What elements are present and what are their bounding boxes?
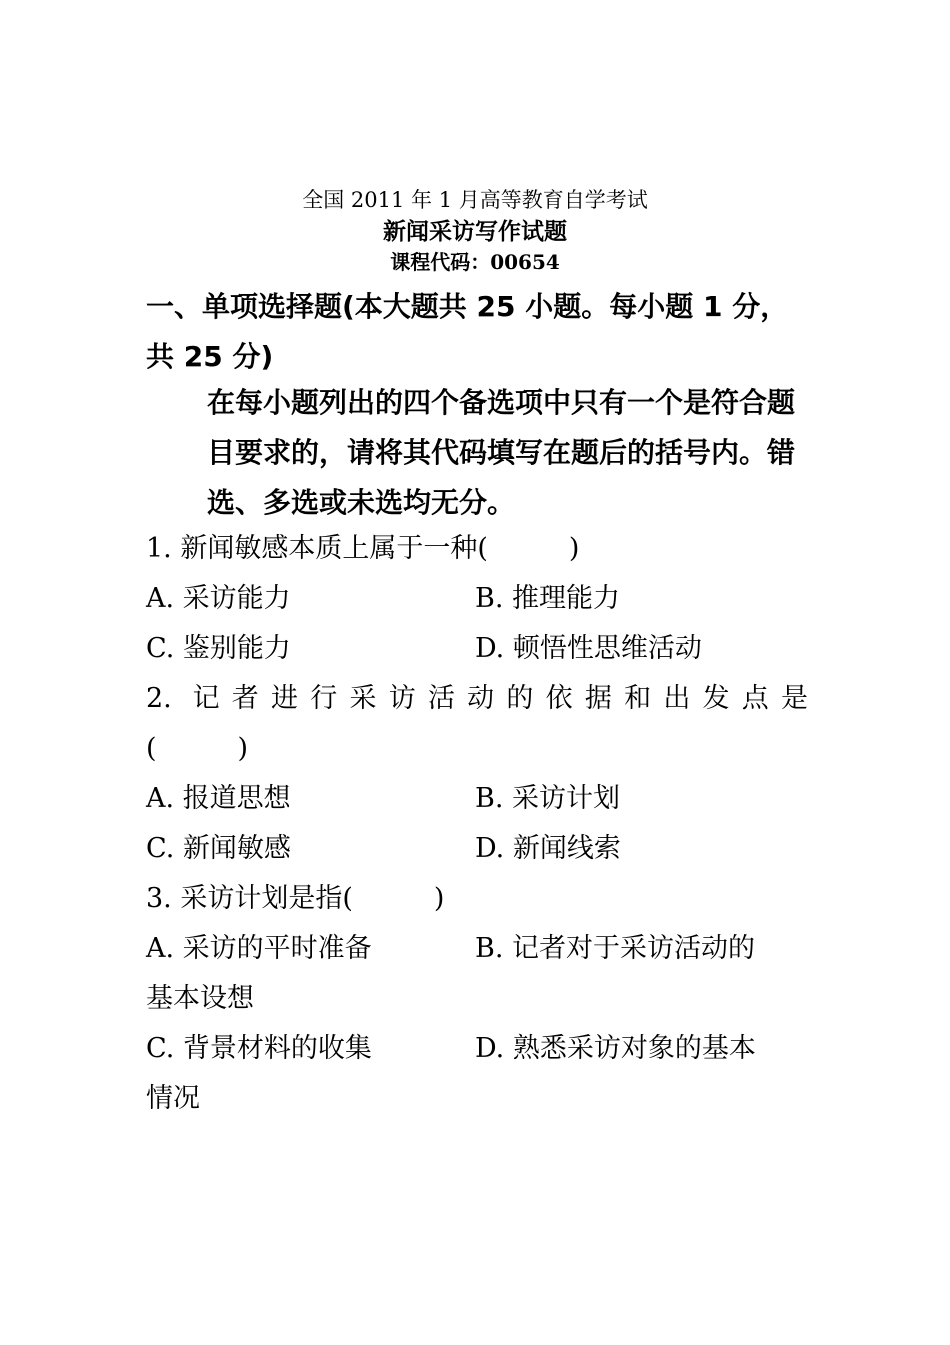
question-3-option-b: B. 记者对于采访活动的 [475,933,756,964]
section-title: 一、单项选择题(本大题共 25 小题。每小题 1 分，共 25 分) [146,290,789,373]
question-2-option-b: B. 采访计划 [475,783,621,814]
question-2-option-a: A. 报道思想 [146,783,291,814]
section-instructions: 在每小题列出的四个备选项中只有一个是符合题目要求的，请将其代码填写在题后的括号内。错选、多选或未选均无分。 [207,386,796,519]
exam-subject-title: 新闻采访写作试题 [383,218,567,245]
question-1-option-d: D. 顿悟性思维活动 [475,633,702,664]
question-3-option-d-continued: 情况 [146,1083,200,1114]
question-3-option-a: A. 采访的平时准备 [146,933,372,964]
course-code: 课程代码：00654 [390,250,560,274]
question-3-option-b-continued: 基本设想 [146,983,254,1014]
question-2-answer-blank: ( ) [146,733,249,764]
question-2-option-d: D. 新闻线索 [475,833,621,864]
question-1-option-c: C. 鉴别能力 [146,633,291,664]
question-3-stem: 3. 采访计划是指( ) [146,883,445,914]
exam-session-title: 全国 2011 年 1 月高等教育自学考试 [302,188,648,212]
question-1-stem: 1. 新闻敏感本质上属于一种( ) [146,533,580,564]
question-3-option-c: C. 背景材料的收集 [146,1033,372,1064]
question-1-option-b: B. 推理能力 [475,583,621,614]
question-2-stem: 2. 记者进行采访活动的依据和出发点是 [146,683,808,714]
question-1-option-a: A. 采访能力 [146,583,291,614]
question-3-option-d: D. 熟悉采访对象的基本 [475,1033,756,1064]
question-2-option-c: C. 新闻敏感 [146,833,291,864]
